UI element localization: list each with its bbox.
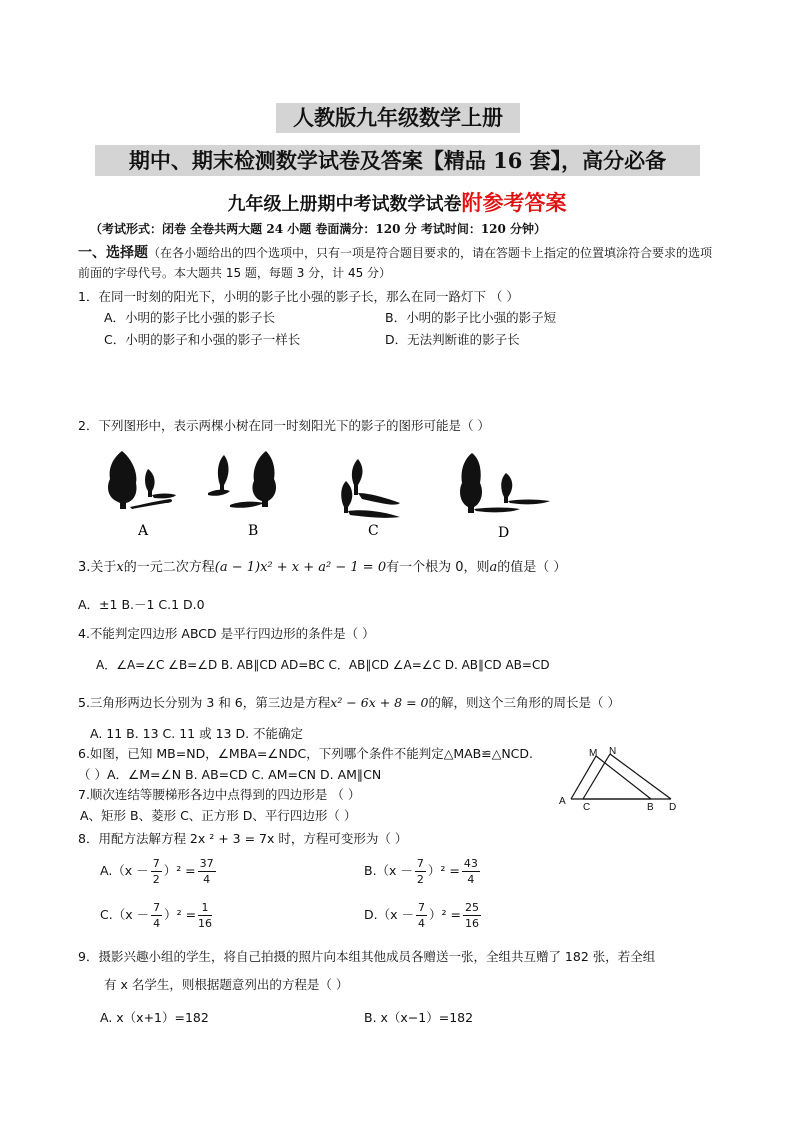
q8a-frac2-den: 4: [203, 873, 211, 886]
q8b-frac2-den: 4: [467, 873, 475, 886]
q8a-mid: ）² =: [163, 863, 196, 878]
q8d-label: D.（x －: [364, 907, 414, 922]
q8c-frac1-den: 4: [153, 917, 161, 930]
figure-c: [341, 459, 400, 518]
question-8: 8．用配方法解方程 2x ² + 3 = 7x 时，方程可变形为（ ）: [78, 831, 408, 846]
q3-var-x: x: [116, 560, 124, 575]
q8b-frac2-num: 43: [463, 857, 478, 870]
section-desc-1: （在各小题给出的四个选项中，只有一项是符合题目要求的，请在答题卡上指定的位置填涂符合要求的选项: [148, 246, 713, 260]
q8a-frac1: [151, 856, 162, 887]
q1-option-d: D．无法判断谁的影子长: [385, 332, 520, 347]
q8-option-c: [100, 900, 214, 931]
q5-options: A. 11 B. 13 C. 11 或 13 D. 不能确定: [90, 726, 304, 741]
banner-title: 人教版九年级数学上册: [276, 103, 520, 133]
q6-options: （ ）A．∠M=∠N B. AB=CD C. AM=CN D. AM∥CN: [78, 767, 382, 782]
exam-title-main: 九年级上册期中考试数学试卷: [227, 194, 462, 215]
tree-shadow-figures: [100, 445, 560, 545]
q8c-frac1: [151, 900, 162, 931]
figure-d: [460, 453, 550, 513]
label-c: C: [583, 802, 591, 813]
q8c-mid: ）² =: [164, 907, 197, 922]
figure-label-d: D: [498, 525, 510, 541]
q8c-frac2: [198, 900, 212, 931]
question-9-line2: 有 x 名学生，则根据题意列出的方程是（ ）: [104, 977, 349, 992]
q8a-frac1-num: 7: [152, 857, 160, 870]
q9-option-b: B. x（x−1）=182: [364, 1010, 474, 1025]
section-title: 一、选择题: [78, 245, 148, 261]
q8b-mid: ）² =: [427, 863, 460, 878]
q1-option-c: C．小明的影子和小强的影子一样长: [104, 332, 301, 347]
q5-equation: x² − 6x + 8 = 0: [330, 695, 429, 710]
q9-option-a: A. x（x+1）=182: [100, 1010, 209, 1025]
q8c-frac2-den: 16: [198, 917, 213, 930]
question-4: 4.不能判定四边形 ABCD 是平行四边形的条件是（ ）: [78, 626, 375, 641]
exam-title: [0, 187, 794, 217]
q5-post: 的解，则这个三角形的周长是（ ）: [428, 695, 620, 710]
q4-options: A．∠A=∠C ∠B=∠D B. AB∥CD AD=BC C．AB∥CD ∠A=∠C D. AB∥CD AB=CD: [96, 658, 550, 672]
section-desc-2: 前面的字母代号。本大题共 15 题，每题 3 分，计 45 分）: [78, 266, 392, 280]
label-b: B: [647, 802, 654, 813]
figure-label-b: B: [248, 523, 259, 539]
figure-label-a: A: [138, 523, 149, 539]
q8-option-d: [364, 900, 483, 931]
q8a-frac2: [198, 856, 216, 887]
figure-a: [108, 451, 176, 509]
banner-subtitle: 期中、期末检测数学试卷及答案【精品 16 套】，高分必备: [95, 145, 700, 176]
q5-pre: 5.三角形两边长分别为 3 和 6，第三边是方程: [78, 695, 331, 710]
q3-post: 有一个根为 0，则: [386, 560, 490, 575]
q8-option-b: [364, 856, 482, 887]
q8d-frac2: [463, 900, 481, 931]
q8c-frac2-num: 1: [198, 900, 212, 916]
q8c-label: C.（x －: [100, 907, 150, 922]
q3-options: A．±1 B.－1 C.1 D.0: [78, 597, 205, 612]
q8b-frac1: [415, 856, 426, 887]
q8b-frac1-den: 2: [416, 873, 424, 886]
q8a-frac2-num: 37: [199, 857, 214, 870]
exam-info: （考试形式：闭卷 全卷共两大题 24 小题 卷面满分：120 分 考试时间：120 分钟）: [90, 222, 547, 236]
label-n: N: [609, 746, 617, 757]
q8c-frac1-num: 7: [153, 901, 161, 914]
figure-label-c: C: [368, 523, 379, 539]
label-m: M: [589, 748, 598, 759]
question-6: 6.如图，已知 MB=ND，∠MBA=∠NDC，下列哪个条件不能判定△MAB≌△NCD.: [78, 746, 533, 761]
q7-options: A、矩形 B、菱形 C、正方形 D、平行四边形（ ）: [80, 808, 357, 823]
q1-option-b: B．小明的影子比小强的影子短: [385, 310, 557, 325]
q3-end: 的值是（ ）: [497, 560, 567, 575]
label-a: A: [559, 796, 566, 807]
q8d-mid: ）² =: [428, 907, 461, 922]
q8d-frac1-den: 4: [417, 917, 425, 930]
question-5: [78, 693, 620, 711]
q8d-frac1-num: 7: [417, 901, 425, 914]
section-heading: [78, 243, 738, 283]
q8a-frac1-den: 2: [152, 873, 160, 886]
q3-mid: 的一元二次方程: [123, 560, 215, 575]
q8b-frac1-num: 7: [416, 857, 424, 870]
q3-var-a: a: [489, 560, 498, 575]
exam-title-red: 附参考答案: [461, 190, 567, 215]
question-1: 1．在同一时刻的阳光下，小明的影子比小强的影子长，那么在同一路灯下 （ ）: [78, 289, 519, 304]
triangle-figure: [555, 744, 685, 814]
q3-pre: 3.关于: [78, 560, 117, 575]
q8d-frac2-num: 25: [464, 901, 479, 914]
q1-option-a: A．小明的影子比小强的影子长: [104, 310, 276, 325]
q8a-label: A.（x －: [100, 863, 149, 878]
q8d-frac2-den: 16: [464, 917, 479, 930]
figure-b: [208, 451, 276, 508]
question-9-line1: 9．摄影兴趣小组的学生，将自己拍摄的照片向本组其他成员各赠送一张，全组共互赠了 182 张，若全组: [78, 949, 656, 964]
q8b-label: B.（x －: [364, 863, 413, 878]
q8-option-a: [100, 856, 218, 887]
q8d-frac1: [416, 900, 427, 931]
q8b-frac2: [462, 856, 480, 887]
question-2: 2．下列图形中，表示两棵小树在同一时刻阳光下的影子的图形可能是（ ）: [78, 418, 490, 433]
q3-equation: (a − 1)x² + x + a² − 1 = 0: [214, 560, 387, 575]
question-3: [78, 556, 566, 575]
question-7: 7.顺次连结等腰梯形各边中点得到的四边形是 （ ）: [78, 787, 361, 802]
label-d: D: [669, 802, 677, 813]
